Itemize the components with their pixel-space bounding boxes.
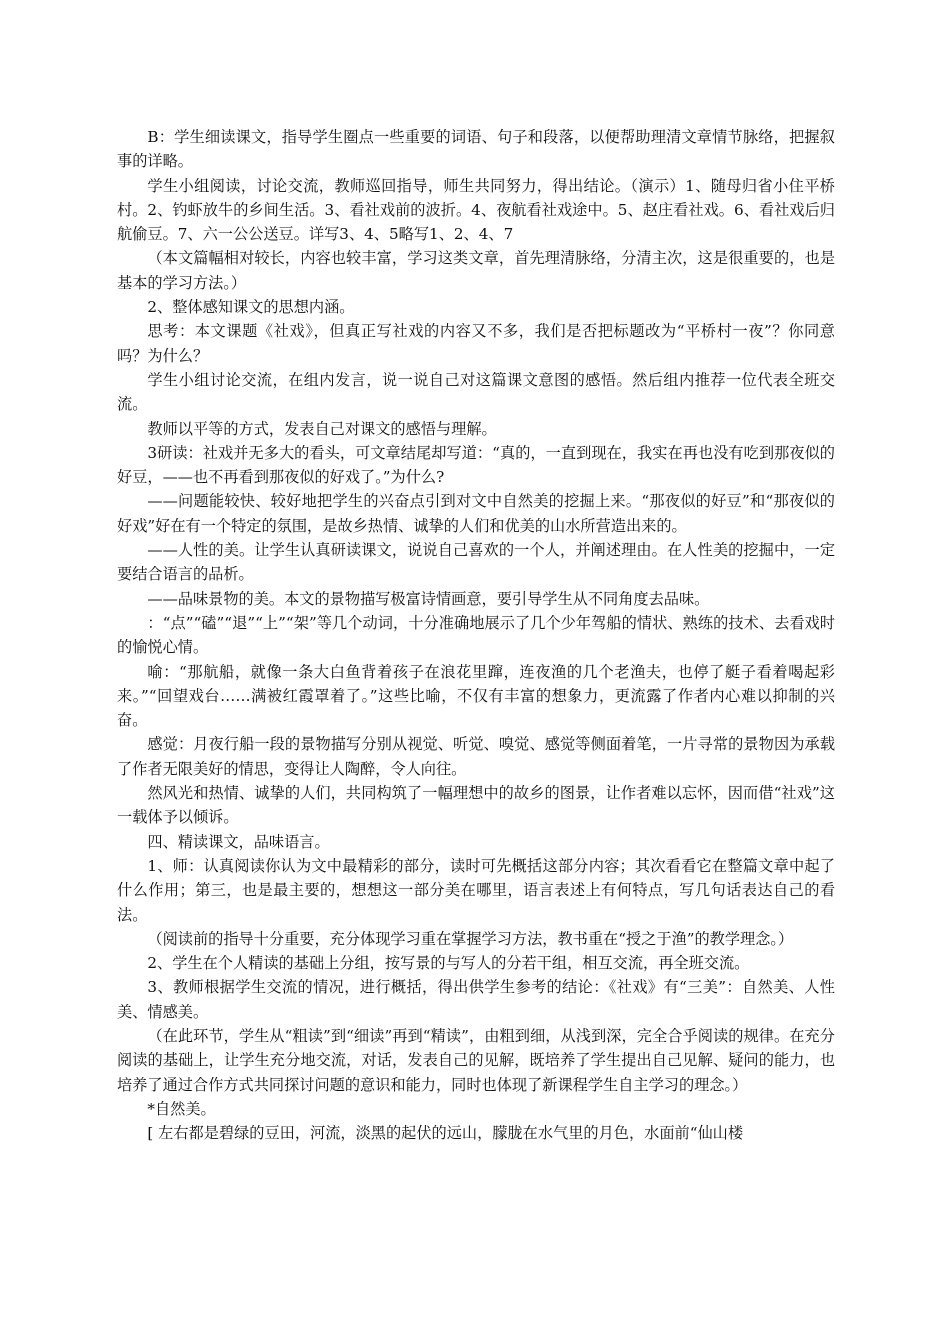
paragraph-natural-beauty: ——问题能较快、较好地把学生的兴奋点引到对文中自然美的挖掘上来。“那夜似的好豆”和“那夜似的好戏”好在有一个特定的氛围，是故乡热情、诚挚的人们和优美的山水所营造出来的。 — [117, 492, 835, 535]
paragraph-group-exchange: 2、学生在个人精读的基础上分组，按写景的与写人的分若干组，相互交流，再全班交流。 — [147, 954, 750, 973]
paragraph-guidance-note: （阅读前的指导十分重要，充分体现学习重在掌握学习方法，教书重在“授之于渔”的教学理念。） — [147, 929, 794, 948]
paragraph-method-note: （本文篇幅相对较长，内容也较丰富，学习这类文章，首先理清脉络，分清主次，这是很重要的，也是基本的学习方法。） — [117, 249, 835, 292]
section-heading-close-reading: 四、精读课文，品味语言。 — [147, 832, 330, 851]
paragraph-hometown-picture: 然风光和热情、诚挚的人们，共同构筑了一幅理想中的故乡的图景，让作者难以忘怀，因而借“社戏”这一载体予以倾诉。 — [117, 784, 835, 827]
paragraph-group-reading-conclusion: 学生小组阅读，讨论交流，教师巡回指导，师生共同努力，得出结论。（演示）1、随母归省小住平桥村。2、钓虾放牛的乡间生活。3、看社戏前的波折。4、夜航看社戏途中。5、赵庄看社戏。6、看社戏后归航偷豆。7、六一公公送豆。详写3、4、5略写1、2、4、7 — [117, 176, 835, 244]
paragraph-senses: 感觉：月夜行船一段的景物描写分别从视觉、听觉、嗅觉、感觉等侧面着笔，一片寻常的景物因为承载了作者无限美好的情思，变得让人陶醉，令人向往。 — [117, 735, 835, 778]
paragraph-verbs: ：“点”“磕”“退”“上”“架”等几个动词，十分准确地展示了几个少年驾船的情状、熟练的技术、去看戏时的愉悦心情。 — [117, 613, 835, 657]
paragraph-human-beauty: ——人性的美。让学生认真研读课文，说说自己喜欢的一个人，并阐述理由。在人性美的挖掘中，一定要结合语言的品析。 — [117, 541, 835, 584]
paragraph-teacher-instruction: 1、师：认真阅读你认为文中最精彩的部分，读时可先概括这部分内容；其次看看它在整篇文章中起了什么作用；第三，也是最主要的，想想这一部分美在哪里，语言表述上有何特点，写几句话表达自己的看法。 — [117, 856, 835, 924]
paragraph-metaphor: 喻：“那航船，就像一条大白鱼背着孩子在浪花里蹿，连夜渔的几个老渔夫，也停了艇子看着喝起彩来。”“回望戏台……满被红霞罩着了。”这些比喻，不仅有丰富的想象力，更流露了作者内心难以抑制的兴奋。 — [117, 662, 835, 730]
document-page — [117, 125, 835, 1145]
paragraph-overall-perception: 2、整体感知课文的思想内涵。 — [147, 298, 355, 317]
paragraph-three-beauties: 3、教师根据学生交流的情况，进行概括，得出供学生参考的结论：《社戏》有“三美”：自然美、人性美、情感美。 — [117, 978, 835, 1021]
paragraph-scenery-quote: [ 左右都是碧绿的豆田，河流，淡黑的起伏的远山，朦胧在水气里的月色，水面前“仙山楼 — [147, 1124, 744, 1143]
paragraph-teacher-view: 教师以平等的方式，发表自己对课文的感悟与理解。 — [147, 419, 497, 438]
paragraph-thinking-question: 思考：本文课题《社戏》，但真正写社戏的内容又不多，我们是否把标题改为“平桥村一夜”？你同意吗？为什么？ — [117, 322, 835, 365]
paragraph-group-discussion: 学生小组讨论交流，在组内发言，说一说自己对这篇课文意图的感悟。然后组内推荐一位代表全班交流。 — [117, 370, 835, 414]
paragraph-natural-beauty-heading: *自然美。 — [147, 1099, 216, 1118]
paragraph-reading-guidance: B：学生细读课文，指导学生圈点一些重要的词语、句子和段落，以便帮助理清文章情节脉络，把握叙事的详略。 — [117, 128, 835, 171]
paragraph-reading-stages-note: （在此环节，学生从“粗读”到“细读”再到“精读”，由粗到细，从浅到深，完全合乎阅读的规律。在充分阅读的基础上，让学生充分地交流，对话，发表自己的见解，既培养了学生提出自己见解、疑问的能力，也培养了通过合作方式共同探讨问题的意识和能力，同时也体现了新课程学生自主学习的理念。） — [117, 1026, 835, 1094]
paragraph-scenery-beauty: ——品味景物的美。本文的景物描写极富诗情画意，要引导学生从不同角度去品味。 — [147, 589, 710, 608]
paragraph-study-question: 3研读：社戏并无多大的看头，可文章结尾却写道：“真的，一直到现在，我实在再也没有吃到那夜似的好豆，——也不再看到那夜似的好戏了。”为什么? — [117, 443, 835, 487]
